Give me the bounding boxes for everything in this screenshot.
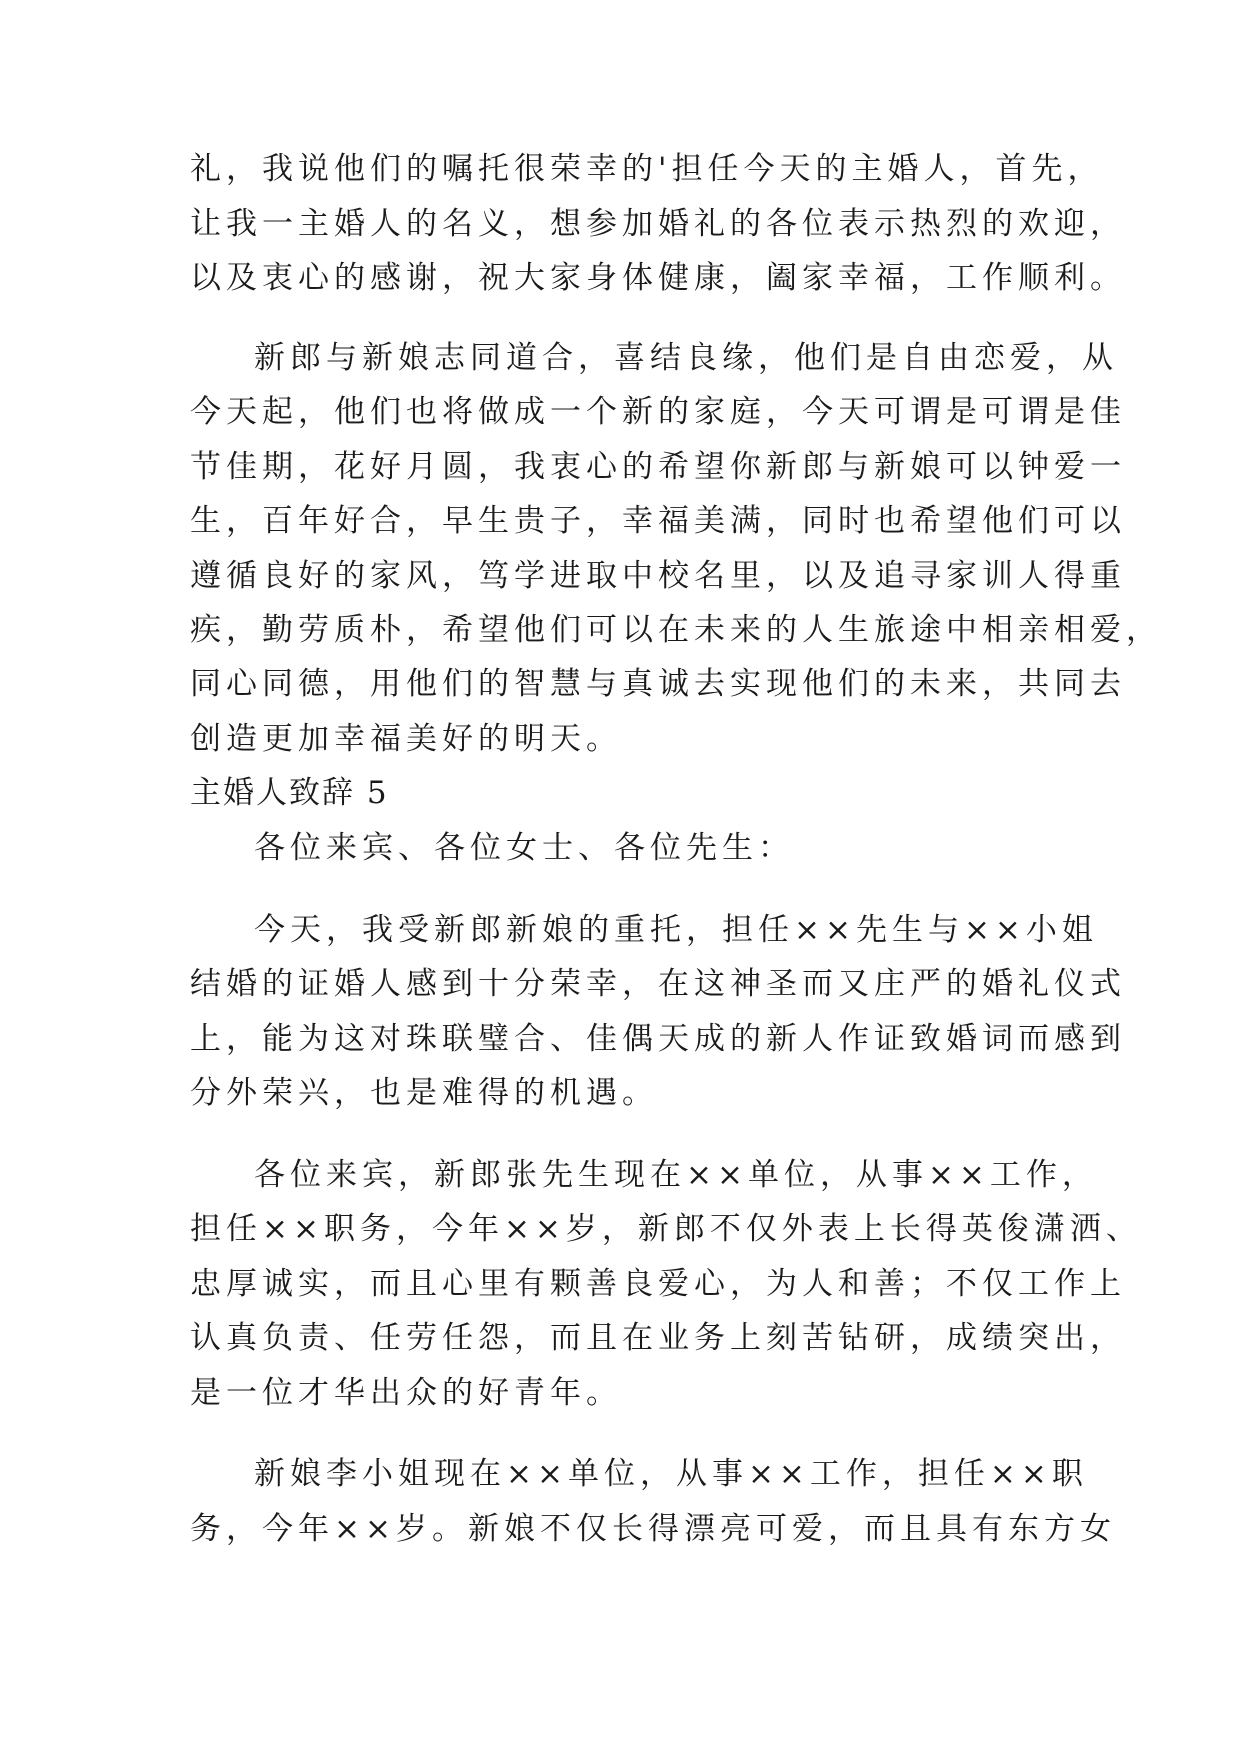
text-line: 今天，我受新郎新娘的重托，担任××先生与××小姐 [254, 912, 1098, 948]
section-heading: 主婚人致辞 5 [190, 775, 389, 811]
text-line: 务，今年××岁。新娘不仅长得漂亮可爱，而且具有东方女 [190, 1511, 1116, 1547]
text-line: 节佳期，花好月圆，我衷心的希望你新郎与新娘可以钟爱一 [190, 449, 1126, 485]
text-line: 各位来宾，新郎张先生现在××单位，从事××工作， [254, 1157, 1098, 1193]
text-line: 疾，勤劳质朴，希望他们可以在未来的人生旅途中相亲相爱， [190, 612, 1162, 648]
text-line: 新郎与新娘志同道合，喜结良缘，他们是自由恋爱，从 [254, 340, 1118, 376]
text-line: 忠厚诚实，而且心里有颗善良爱心，为人和善；不仅工作上 [190, 1266, 1126, 1302]
text-line: 上，能为这对珠联璧合、佳偶天成的新人作证致婚词而感到 [190, 1021, 1126, 1057]
text-line: 礼，我说他们的嘱托很荣幸的'担任今天的主婚人，首先， [190, 151, 1104, 187]
text-line: 同心同德，用他们的智慧与真诚去实现他们的未来，共同去 [190, 666, 1126, 702]
text-line: 生，百年好合，早生贵子，幸福美满，同时也希望他们可以 [190, 503, 1126, 539]
text-line: 以及衷心的感谢，祝大家身体健康，阖家幸福，工作顺利。 [190, 260, 1126, 296]
text-line: 各位来宾、各位女士、各位先生： [254, 830, 794, 866]
text-line: 让我一主婚人的名义，想参加婚礼的各位表示热烈的欢迎， [190, 206, 1126, 242]
text-line: 遵循良好的家风，笃学进取中校名里，以及追寻家训人得重 [190, 558, 1126, 594]
text-line: 新娘李小姐现在××单位，从事××工作，担任××职 [254, 1456, 1088, 1492]
text-line: 今天起，他们也将做成一个新的家庭，今天可谓是可谓是佳 [190, 394, 1126, 430]
text-line: 担任××职务，今年××岁，新郎不仅外表上长得英俊潇洒、 [190, 1211, 1142, 1247]
text-line: 认真负责、任劳任怨，而且在业务上刻苦钻研，成绩突出， [190, 1320, 1126, 1356]
text-line: 是一位才华出众的好青年。 [190, 1375, 622, 1411]
text-line: 创造更加幸福美好的明天。 [190, 721, 622, 757]
text-line: 分外荣兴，也是难得的机遇。 [190, 1075, 658, 1111]
text-line: 结婚的证婚人感到十分荣幸，在这神圣而又庄严的婚礼仪式 [190, 966, 1126, 1002]
